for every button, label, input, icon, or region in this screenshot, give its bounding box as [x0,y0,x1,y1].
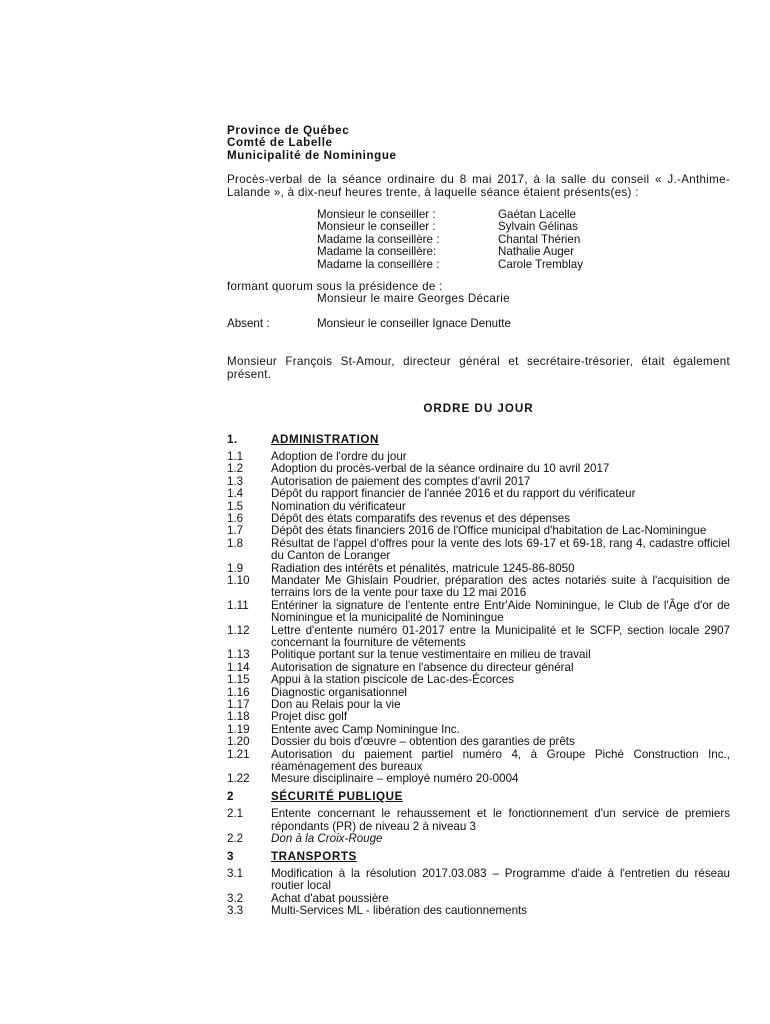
agenda-item [227,833,730,845]
agenda-item-text: Adoption du procès-verbal de la séance ordinaire du 10 avril 2017 [271,462,610,476]
agenda-item-number: 3.2 [227,891,244,905]
agenda-item-text: Autorisation de signature en l'absence du directeur général [271,660,574,674]
member-name: Chantal Thérien [498,232,581,246]
agenda-item-number: 1.12 [227,623,250,637]
agenda-item-number: 1.14 [227,660,250,674]
agenda-item-text: Résultat de l'appel d'offres pour la vente des lots 69-17 et 69-18, rang 4, cadastre officiel du Canton de Loranger [271,536,730,563]
agenda-item-text: Diagnostic organisationnel [271,685,407,699]
section-number: 1. [227,432,238,446]
agenda-item-number: 1.6 [227,511,244,525]
header-province: Province de Québec [227,124,350,137]
member-title: Monsieur le conseiller : [317,208,436,222]
agenda-item-number: 1.3 [227,474,244,488]
agenda-item-number: 1.22 [227,772,250,786]
agenda-item [227,905,730,917]
agenda-item-number: 1.9 [227,561,244,575]
members-list [317,209,730,271]
secretary-paragraph: Monsieur François St-Amour, directeur général et secrétaire-trésorier, était également présent. [227,355,730,381]
member-title: Madame la conseillère : [317,257,440,271]
quorum-block [227,281,730,306]
agenda-item-number: 1.7 [227,524,244,538]
member-title: Madame la conseillère : [317,232,440,246]
agenda-item-number: 1.2 [227,462,244,476]
agenda-list [227,434,730,918]
agenda-item [227,711,730,723]
agenda-item-number: 1.15 [227,673,250,687]
agenda-item-number: 1.11 [227,598,249,612]
agenda-item-text: Adoption de l'ordre du jour [271,449,407,463]
agenda-item-number: 1.1 [227,449,244,463]
absent-label: Absent : [227,316,270,330]
member-title: Madame la conseillère: [317,245,437,259]
agenda-item-number: 3.3 [227,904,244,918]
agenda-item [227,538,730,563]
quorum-mayor: Monsieur le maire Georges Décarie [317,292,510,306]
agenda-item-number: 1.17 [227,698,250,712]
agenda-item [227,600,730,625]
agenda-item-text: Dépôt des états financiers 2016 de l'Office municipal d'habitation de Lac-Nominingue [271,524,707,538]
intro-paragraph: Procès-verbal de la séance ordinaire du 8 mai 2017, à la salle du conseil « J.-Anthime-Lalande », à dix-neuf heures trente, à laquelle séance étaient présents(es) : [227,173,730,199]
agenda-item-number: 2.1 [227,807,244,821]
agenda-section [227,434,730,786]
agenda-item [227,488,730,500]
member-name: Nathalie Auger [498,245,575,259]
agenda-item [227,649,730,661]
agenda-item-text: Politique portant sur la tenue vestimentaire en milieu de travail [271,648,591,662]
agenda-item-text: Mandater Me Ghislain Poudrier, préparation des actes notariés suite à l'acquisition de terrains lors de la vente pour taxe du 12 mai 2016 [271,573,730,600]
agenda-item-text: Autorisation de paiement des comptes d'avril 2017 [271,474,531,488]
section-title: SÉCURITÉ PUBLIQUE [271,789,403,803]
agenda-item-number: 1.4 [227,487,244,501]
absent-row [227,318,730,330]
agenda-item-text: Projet disc golf [271,710,348,724]
member-name: Carole Tremblay [498,257,584,271]
agenda-item-text: Achat d'abat poussière [271,891,389,905]
agenda-item-number: 1.18 [227,710,250,724]
section-title: TRANSPORTS [271,849,357,863]
section-title: ADMINISTRATION [271,432,380,446]
agenda-item-text: Entente concernant le rehaussement et le fonctionnement d'un service de premiers répondants (PR) de niveau 2 à niveau 3 [271,807,730,833]
agenda-item-text: Don à la Croix-Rouge [271,832,383,846]
agenda-item-text: Dossier du bois d'œuvre – obtention des garanties de prêts [271,735,575,749]
agenda-item [227,736,730,748]
agenda-item-number: 1.20 [227,735,250,749]
agenda-section [227,791,730,846]
agenda-item-number: 3.1 [227,866,244,880]
header-county: Comté de Labelle [227,136,333,150]
agenda-item-number: 1.19 [227,722,250,736]
agenda-item-number: 1.13 [227,648,250,662]
agenda-item [227,575,730,600]
section-heading [227,434,730,446]
member-row [317,246,730,258]
agenda-item-text: Entériner la signature de l'entente entre Entr'Aide Nominingue, le Club de l'Âge d'or de Nominingue et la municipalité de Nominingue [271,598,730,625]
quorum-line: formant quorum sous la présidence de : [227,280,443,294]
agenda-item-text: Don au Relais pour la vie [271,698,401,712]
header-municipality: Municipalité de Nominingue [227,148,397,162]
agenda-item-number: 2.2 [227,832,244,846]
agenda-item [227,749,730,774]
agenda-item-number: 1.21 [227,747,250,761]
document-content [227,125,730,918]
absent-name: Monsieur le conseiller Ignace Denutte [317,316,511,330]
agenda-item-number: 1.5 [227,499,244,513]
agenda-item-text: Lettre d'entente numéro 01-2017 entre la Municipalité et le SCFP, section locale 2907 concernant la fourniture de vêtements [271,623,730,649]
section-heading [227,851,730,863]
agenda-section [227,851,730,918]
agenda-item-number: 1.10 [227,573,250,587]
section-number: 3 [227,849,235,863]
agenda-title: ORDRE DU JOUR [423,402,534,416]
agenda-item [227,625,730,650]
agenda-item-text: Multi-Services ML - libération des cautionnements [271,904,528,918]
member-name: Sylvain Gélinas [498,220,578,234]
section-number: 2 [227,789,235,803]
agenda-item-number: 1.16 [227,685,250,699]
agenda-item-text: Mesure disciplinaire – employé numéro 20-0004 [271,772,519,786]
agenda-item [227,525,730,537]
agenda-item-text: Radiation des intérêts et pénalités, matricule 1245-86-8050 [271,561,575,575]
member-row [317,221,730,233]
agenda-item [227,773,730,785]
agenda-item [227,808,730,833]
member-title: Monsieur le conseiller : [317,220,436,234]
agenda-item-text: Dépôt des états comparatifs des revenus et des dépenses [271,511,571,525]
agenda-item-text: Appui à la station piscicole de Lac-des-Écorces [271,673,514,687]
agenda-item-text: Modification à la résolution 2017.03.083 – Programme d'aide à l'entretien du réseau routier local [271,866,730,893]
agenda-item [227,463,730,475]
member-row [317,259,730,271]
agenda-item-text: Entente avec Camp Nominingue Inc. [271,722,460,736]
agenda-item [227,868,730,893]
agenda-item-number: 1.8 [227,536,244,550]
section-heading [227,791,730,803]
agenda-item-text: Dépôt du rapport financier de l'année 2016 et du rapport du vérificateur [271,487,636,501]
member-name: Gaétan Lacelle [498,208,576,222]
agenda-item [227,674,730,686]
document-header [227,125,730,162]
agenda-item-text: Autorisation du paiement partiel numéro 4, à Groupe Piché Construction Inc., réaménagement des bureaux [271,747,730,774]
agenda-item-text: Nomination du vérificateur [271,499,406,513]
